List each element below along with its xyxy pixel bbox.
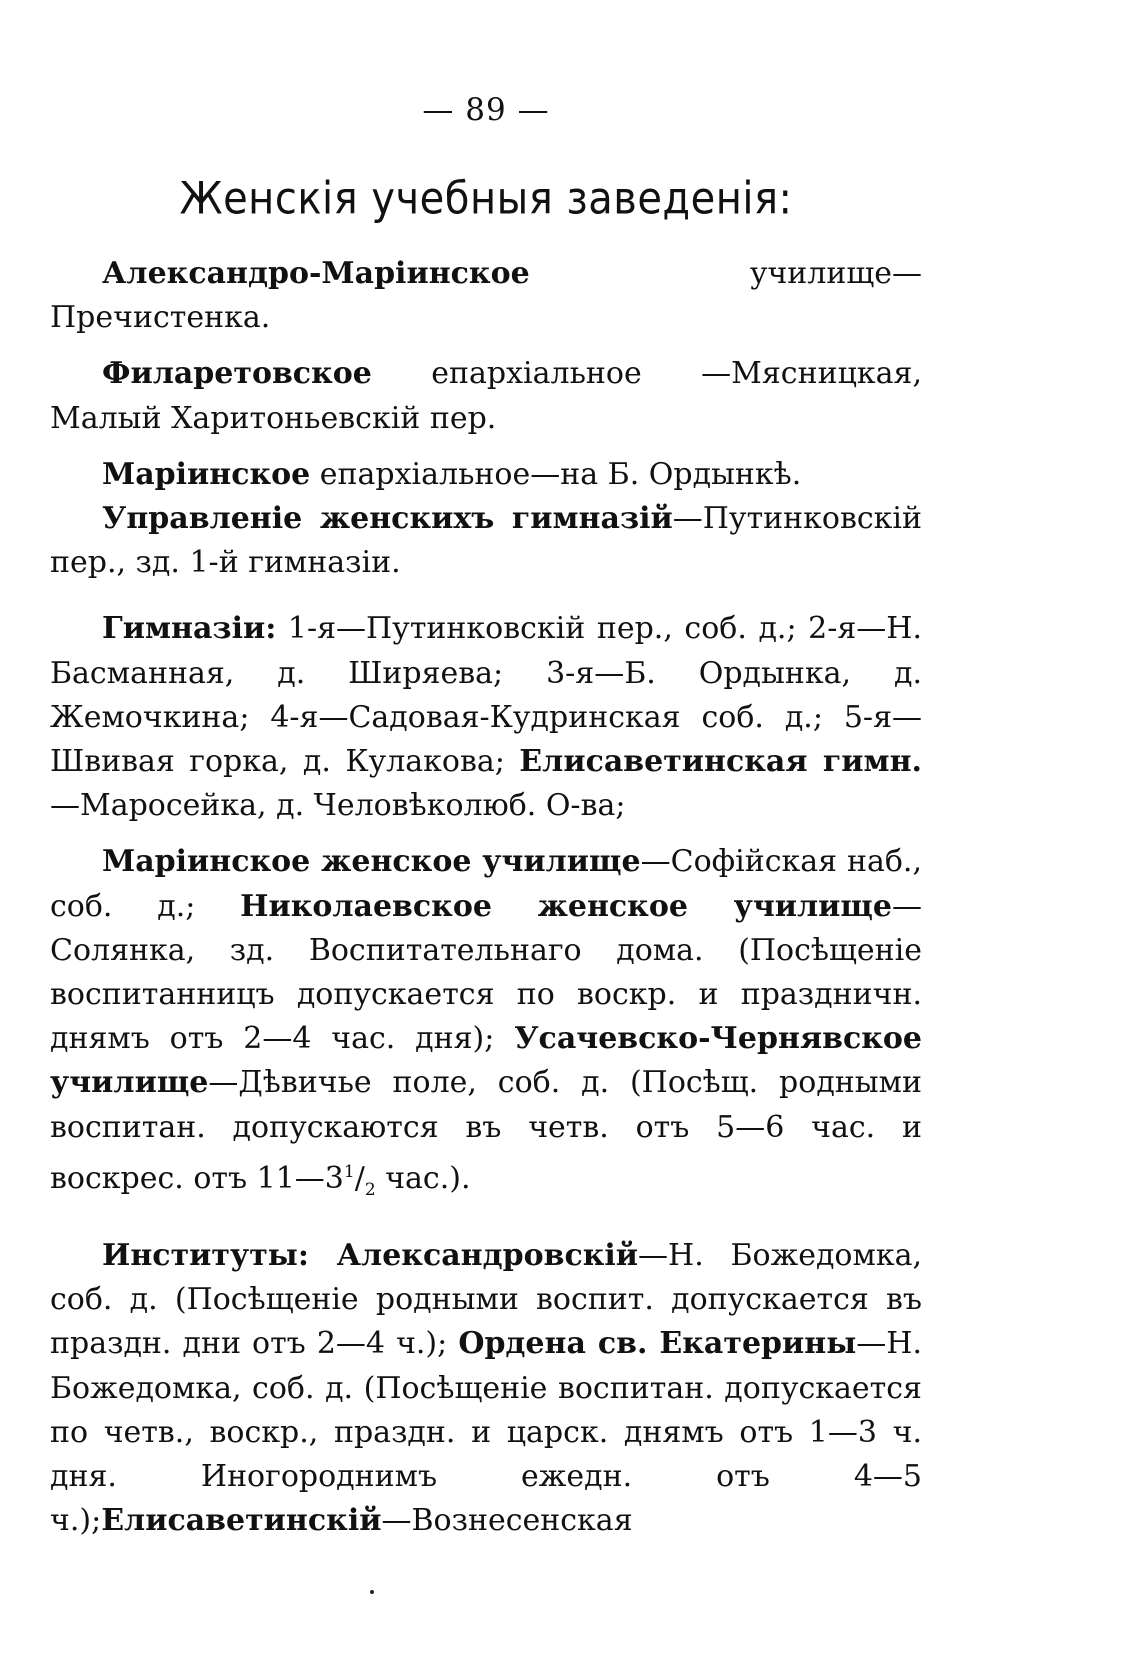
paragraph-schools: Маріинское женское училище—Софійская наб., соб. д.; Николаевское женское училище—Солянка, зд. Воспитательнаго дома. (Посѣщеніе воспитанницъ допускается по воскр. и праздничн. днямъ отъ 2—4 час. дня); Усачевско-Чернявское училище—Дѣвичье поле, соб. д. (Посѣщ. родными воспитан. допускаются въ четв. отъ 5—6 час. и воскрес. отъ $11—3^1/_2$ час.). (50, 844, 922, 1200)
institution-name: Усачевско-Чернявское училище (50, 1021, 922, 1101)
page-number: — 89 — (422, 92, 550, 128)
institution-name: Маріинское (102, 456, 311, 492)
print-speck (370, 1590, 374, 1594)
paragraph-text: 1-я—Путинковскій пер., соб. д.; 2-я—Н. Басманная, д. Ширяева; 3-я—Б. Ордынка, д. Жемочкина; 4-я—Садовая-Кудринская соб. д.; 5-я—Швивая горка, д. Кулакова; (50, 611, 922, 780)
institution-name: Елисаветинская гимн. (519, 744, 922, 780)
paragraph-text: час.). (375, 1160, 471, 1196)
paragraph-filaretovskoe (50, 352, 922, 440)
fraction-numerator: 1 (343, 1161, 355, 1182)
paragraph-text: —Софійская наб., соб. д.; (50, 844, 922, 924)
institution-name: Управленіе женскихъ гимназій (102, 501, 673, 537)
institution-name: Гимназіи: (102, 611, 277, 647)
paragraph-alexandro-mariinskoe (50, 252, 922, 340)
paragraph-text: епархіальное —Мясницкая, Малый Харитоньевскій пер. (50, 356, 922, 436)
institution-name: Николаевское женское училище (240, 888, 892, 924)
institution-name: Елисаветинскій (101, 1503, 382, 1539)
paragraph-text: —Маросейка, д. Человѣколюб. О-ва; (50, 788, 626, 824)
institution-name: Маріинское женское училище (102, 844, 641, 880)
paragraph-text: —Дѣвичье поле, соб. д. (Посѣщ. родными воспитан. допускаются въ четв. отъ 5—6 час. и воскрес. отъ 11—3 (50, 1065, 922, 1196)
paragraph-gymnasia (50, 607, 922, 828)
paragraph-text: —Вознесенская (381, 1503, 633, 1539)
paragraph-text: училище—Пречистенка. (50, 256, 922, 336)
institution-name: Институты: Александровскій (102, 1238, 639, 1274)
document-page (50, 0, 922, 1664)
paragraph-mariinskoe-eparchial (50, 453, 922, 497)
institution-name: Филаретовское (102, 356, 372, 392)
section-heading: Женскія учебныя заведенія: (179, 173, 793, 225)
fraction-denominator: 2 (364, 1179, 376, 1200)
institution-name: Ордена св. Екатерины (458, 1326, 857, 1362)
paragraph-text: —Н. Божедомка, соб. д. (Посѣщеніе родными воспит. допускается въ праздн. дни отъ 2—4 ч.); (50, 1238, 922, 1362)
paragraph-text: —Путинковскій пер., зд. 1-й гимназіи. (50, 501, 922, 581)
paragraph-gymnasium-administration (50, 497, 922, 585)
body-text (50, 252, 922, 1543)
paragraph-institutes (50, 1234, 922, 1543)
paragraph-text: епархіальное—на Б. Ордынкѣ. (310, 456, 802, 492)
paragraph-text: —Солянка, зд. Воспитательнаго дома. (Посѣщеніе воспитанницъ допускается по воскр. и праздничн. днямъ отъ 2—4 час. дня); (50, 888, 922, 1057)
institution-name: Александро-Маріинское (102, 256, 530, 291)
paragraph-text: —Н. Божедомка, соб. д. (Посѣщеніе воспитан. допускается по четв., воскр., праздн. и царск. днямъ отъ 1—3 ч. дня. Иногороднимъ ежедн. отъ 4—5 ч.); (50, 1326, 922, 1539)
